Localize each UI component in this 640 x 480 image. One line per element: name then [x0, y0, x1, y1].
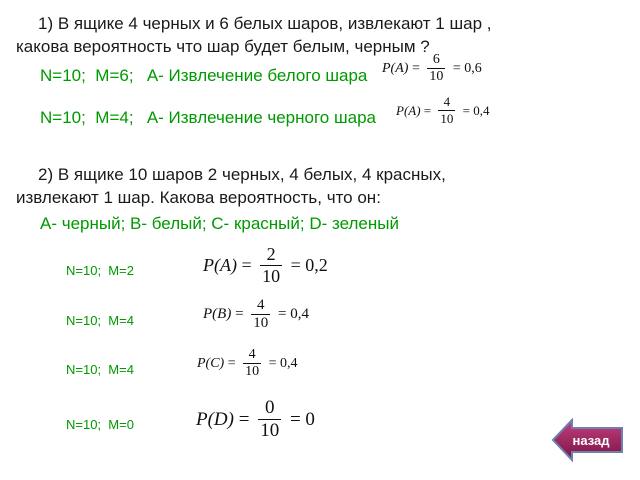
case-a-given	[66, 263, 134, 278]
formula-fraction	[258, 397, 281, 442]
formula-result: 0,6	[464, 60, 482, 76]
formula-lhs: P(A)	[396, 102, 421, 118]
formula-lhs: P(A)	[382, 60, 409, 76]
fraction-denominator: 10	[253, 315, 269, 331]
m-value: M=0	[108, 417, 134, 432]
problem2-line2: извлекают 1 шар. Какова вероятность, что он:	[16, 188, 381, 207]
formula-fraction	[243, 347, 261, 380]
problem1-white-given	[40, 66, 367, 86]
problem2-line1: 2) В ящике 10 шаров 2 черных, 4 белых, 4 красных,	[38, 165, 446, 184]
formula-result: 0,4	[280, 355, 298, 371]
fraction-denominator: 10	[440, 111, 454, 126]
fraction-numerator: 6	[432, 52, 440, 67]
problem2-events: A- черный; B- белый; C- красный; D- зеленый	[40, 214, 399, 233]
case-b-given	[66, 313, 134, 328]
m-value: M=4;	[95, 108, 134, 127]
fraction-numerator: 0	[264, 397, 275, 418]
m-value: M=6;	[95, 66, 134, 85]
fraction-numerator: 2	[266, 244, 276, 264]
formula-lhs: P(A)	[203, 255, 237, 275]
formula-lhs: P(D)	[196, 408, 234, 430]
problem1-black-given	[40, 108, 376, 128]
fraction-numerator: 4	[257, 297, 265, 313]
formula-result: 0,2	[305, 255, 328, 275]
event-description: A- Извлечение белого шара	[146, 66, 368, 85]
m-value: M=4	[108, 313, 134, 328]
fraction-numerator: 4	[248, 347, 256, 362]
formula-case-a: P(A) = $\frac{2}{10}$ = 0,2	[203, 244, 328, 286]
fraction-numerator: 4	[443, 94, 451, 109]
formula-result: 0	[305, 408, 315, 430]
n-value: N=10;	[66, 263, 102, 278]
fraction-denominator: 10	[245, 364, 260, 379]
n-value: N=10;	[40, 66, 86, 85]
n-value: N=10;	[40, 108, 86, 127]
formula-fraction	[438, 94, 455, 127]
n-value: N=10;	[66, 313, 102, 328]
case-c-given	[66, 362, 134, 377]
back-button[interactable]	[552, 418, 624, 462]
formula-lhs: P(C)	[197, 355, 225, 371]
back-button-label: назад	[572, 432, 610, 448]
event-description: A- Извлечение черного шара	[146, 108, 376, 127]
n-value: N=10;	[66, 362, 102, 377]
n-value: N=10;	[66, 417, 102, 432]
m-value: M=2	[108, 263, 134, 278]
formula-white: P(A) = $\frac{6}{10}$ = 0,6	[382, 52, 482, 84]
fraction-denominator: 10	[262, 266, 281, 286]
problem1-line1: 1) В ящике 4 черных и 6 белых шаров, извлекают 1 шар ,	[38, 14, 492, 33]
formula-lhs: P(B)	[203, 306, 232, 322]
fraction-denominator: 10	[429, 69, 444, 84]
formula-fraction	[427, 52, 445, 85]
formula-case-b: P(B) = $\frac{4}{10}$ = 0,4	[203, 297, 310, 331]
formula-case-c: P(C) = $\frac{4}{10}$ = 0,4	[197, 347, 298, 379]
formula-fraction	[260, 244, 282, 287]
fraction-denominator: 10	[260, 420, 280, 441]
formula-black: P(A) = $\frac{4}{10}$ = 0,4	[396, 94, 490, 126]
formula-result: 0,4	[473, 102, 490, 118]
formula-fraction	[251, 297, 270, 332]
case-d-given	[66, 417, 134, 432]
formula-case-d: P(D) = $\frac{0}{10}$ = 0	[196, 397, 315, 441]
m-value: M=4	[108, 362, 134, 377]
problem1-line2: какова вероятность что шар будет белым, черным ?	[16, 37, 430, 56]
formula-result: 0,4	[290, 306, 310, 322]
